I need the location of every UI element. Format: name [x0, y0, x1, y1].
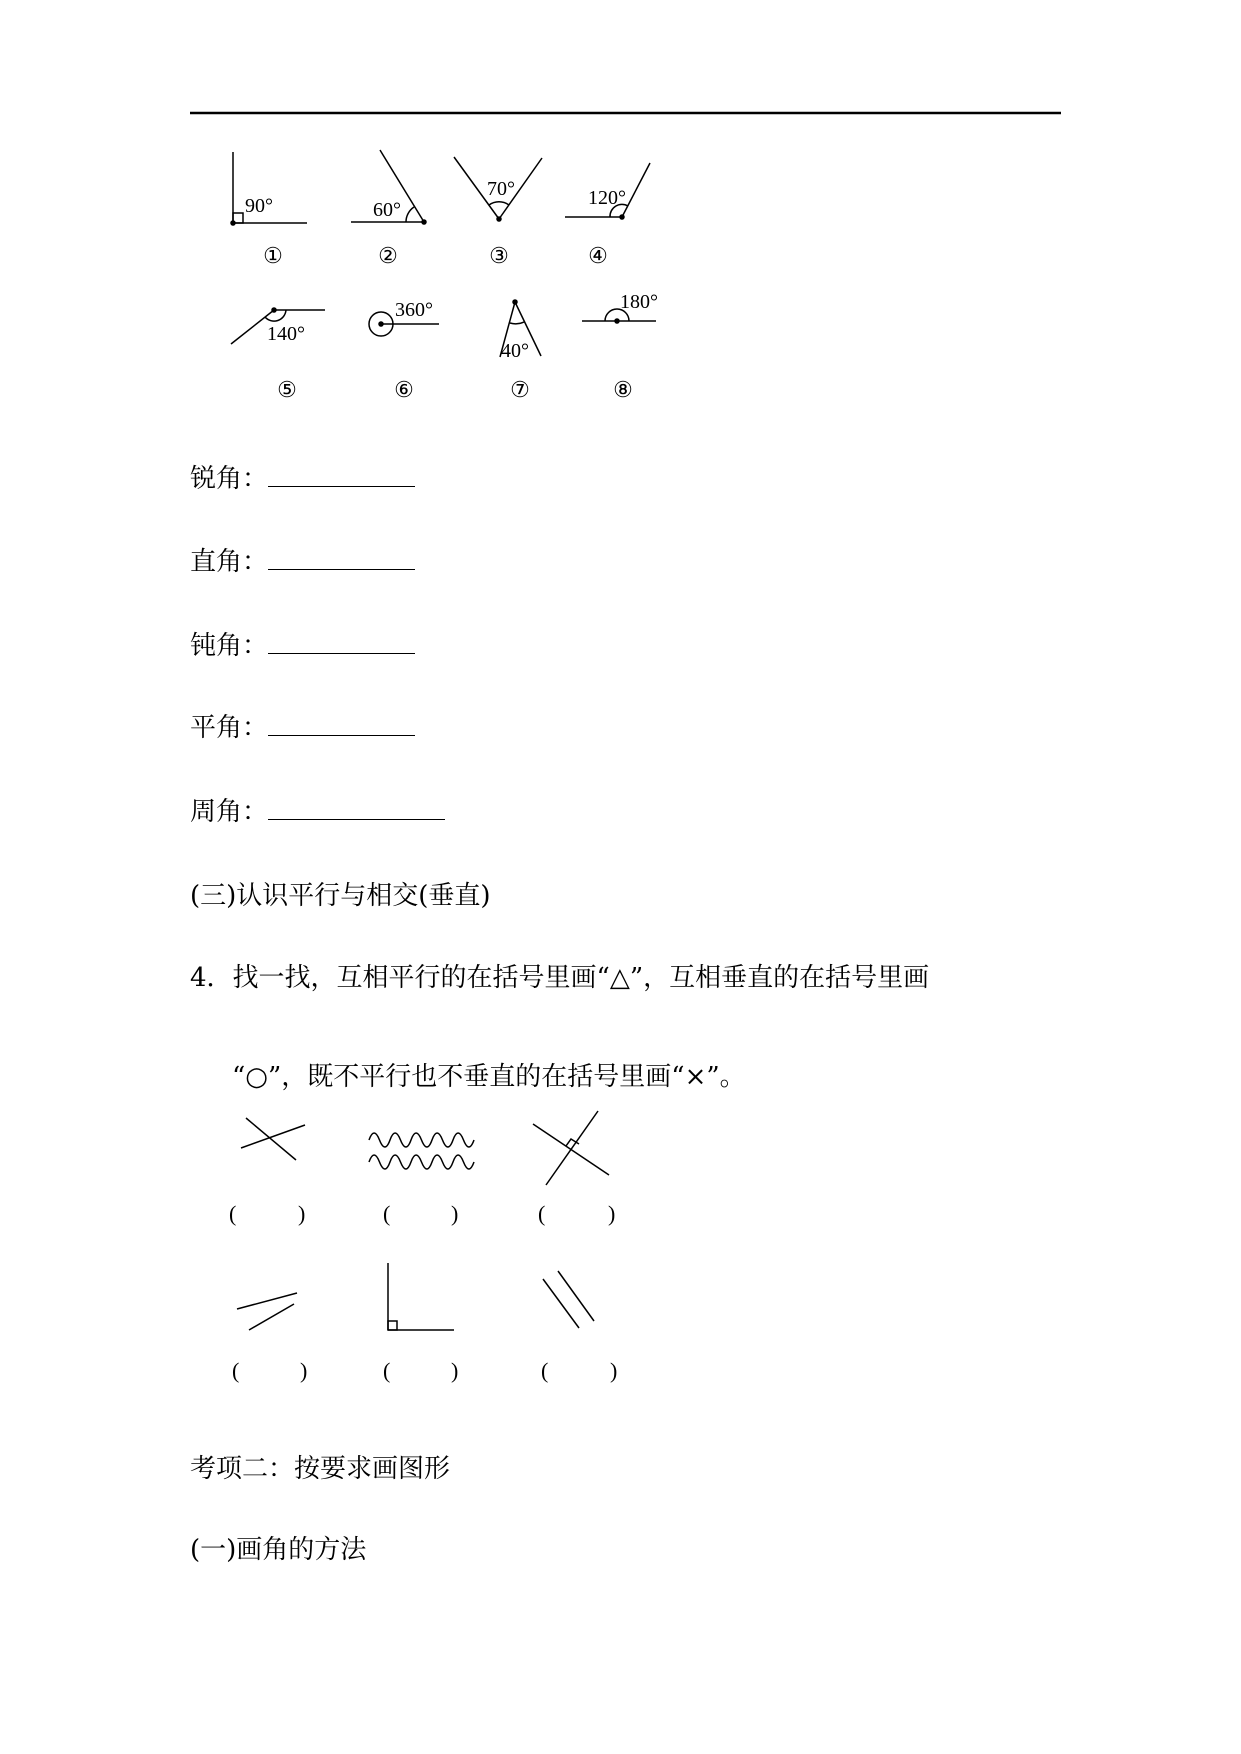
svg-text:120°: 120°	[588, 187, 626, 209]
question-4-line2: “○”，既不平行也不垂直的在括号里画“×”。	[232, 1062, 746, 1092]
answer-blank[interactable]	[268, 631, 415, 654]
angle-4	[565, 163, 650, 219]
svg-text:(: (	[541, 1358, 549, 1383]
answer-blank[interactable]	[268, 797, 445, 820]
answer-blank[interactable]	[268, 464, 415, 487]
category-right: 直角：	[190, 541, 415, 578]
lines-f	[543, 1271, 594, 1328]
lines-c	[533, 1111, 609, 1185]
lines-b-wavy	[369, 1133, 474, 1169]
angle-6	[369, 299, 439, 336]
category-full: 周角：	[190, 791, 445, 828]
category-straight: 平角：	[190, 707, 415, 744]
svg-text:(: (	[232, 1358, 240, 1383]
svg-text:(: (	[229, 1201, 237, 1226]
category-acute: 锐角：	[190, 458, 415, 495]
lines-d	[237, 1293, 297, 1330]
angle-8	[582, 291, 658, 323]
angle-7	[500, 300, 541, 362]
angle-5	[231, 308, 325, 345]
svg-text:②: ②	[378, 243, 398, 268]
angle-numbers	[263, 243, 633, 402]
question-4-line1: 4．找一找，互相平行的在括号里画“△”，互相垂直的在括号里画	[190, 963, 930, 993]
answer-blank[interactable]	[268, 547, 415, 570]
wavy-line	[369, 1133, 474, 1147]
answer-parens	[229, 1201, 617, 1383]
svg-text:): )	[300, 1358, 308, 1383]
svg-text:): )	[298, 1201, 306, 1226]
angle-3	[454, 157, 542, 221]
svg-text:140°: 140°	[267, 323, 305, 345]
svg-text:(: (	[383, 1358, 391, 1383]
svg-text:⑦: ⑦	[510, 377, 530, 402]
angle-1	[231, 152, 307, 225]
section-1-heading: (一)画角的方法	[190, 1535, 367, 1565]
svg-text:): )	[610, 1358, 618, 1383]
svg-text:): )	[451, 1201, 459, 1226]
svg-text:⑤: ⑤	[277, 377, 297, 402]
svg-text:⑥: ⑥	[394, 377, 414, 402]
svg-text:70°: 70°	[487, 178, 515, 200]
svg-text:(: (	[538, 1201, 546, 1226]
svg-text:): )	[451, 1358, 459, 1383]
svg-text:60°: 60°	[373, 199, 401, 221]
heading-2: 考项二：按要求画图形	[190, 1454, 451, 1484]
lines-a	[241, 1118, 305, 1160]
lines-e	[388, 1263, 454, 1330]
answer-blank[interactable]	[268, 713, 415, 736]
svg-text:180°: 180°	[620, 291, 658, 313]
svg-text:(: (	[383, 1201, 391, 1226]
section-3-heading: (三)认识平行与相交(垂直)	[190, 881, 491, 911]
svg-text:360°: 360°	[395, 299, 433, 321]
svg-text:①: ①	[263, 243, 283, 268]
svg-text:⑧: ⑧	[613, 377, 633, 402]
svg-text:④: ④	[588, 243, 608, 268]
category-obtuse: 钝角：	[190, 625, 415, 662]
svg-text:③: ③	[489, 243, 509, 268]
svg-text:90°: 90°	[245, 195, 273, 217]
wavy-line	[369, 1155, 474, 1169]
svg-text:40°: 40°	[501, 340, 529, 362]
angle-2	[351, 150, 426, 224]
svg-text:): )	[608, 1201, 616, 1226]
